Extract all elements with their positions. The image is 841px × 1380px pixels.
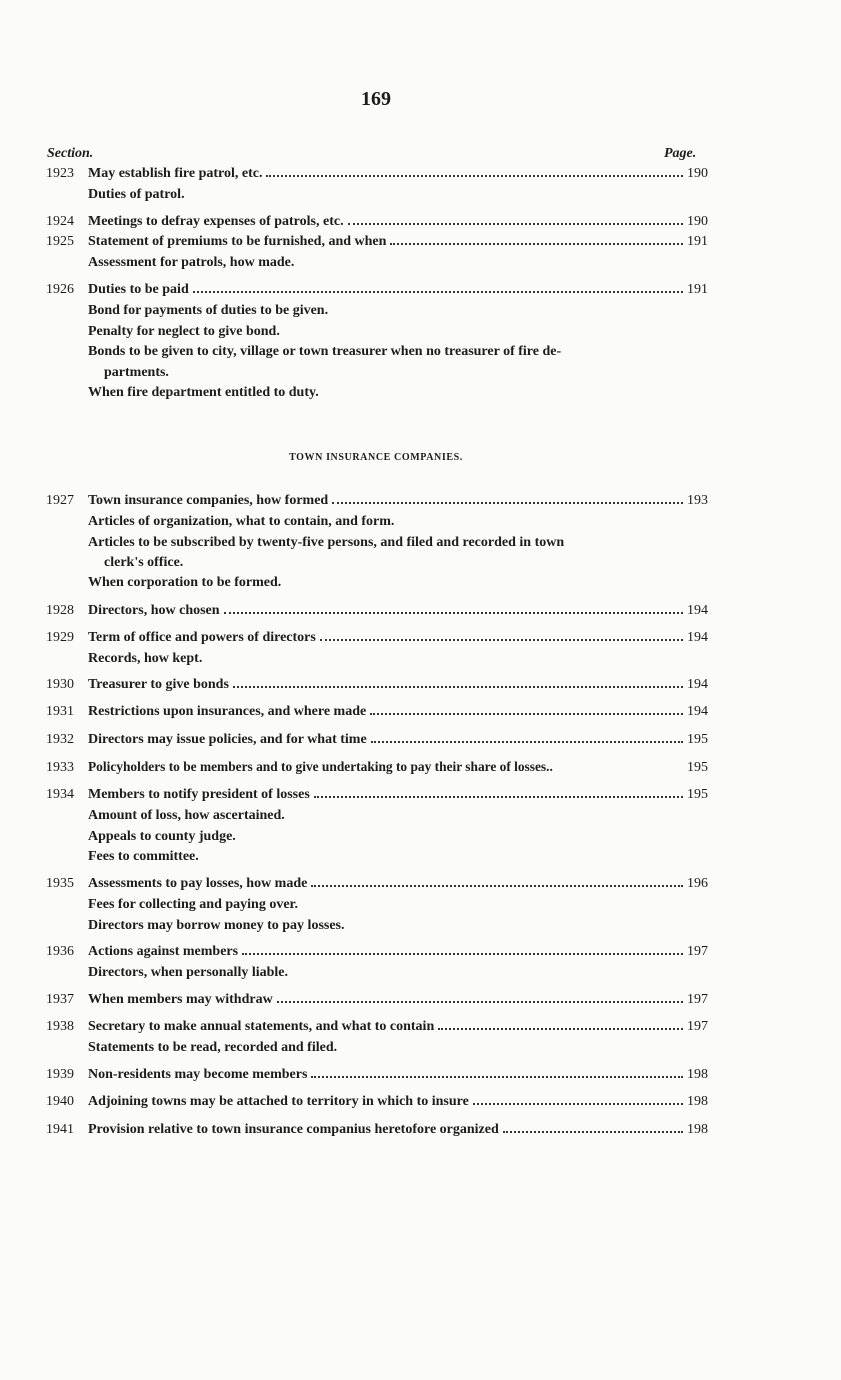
dot-leader [320,639,683,641]
page-ref: 191 [687,282,708,297]
dot-leader [224,612,683,614]
entry-subtopic: Directors may borrow money to pay losses. [88,917,345,933]
page-ref: 198 [687,1094,708,1109]
section-number: 1938 [46,1019,74,1034]
index-entry [46,493,708,594]
section-number: 1939 [46,1067,74,1082]
index-entry [46,603,708,622]
page-ref: 198 [687,1067,708,1082]
index-entry [46,787,708,868]
entry-title: Members to notify president of losses [88,787,310,802]
index-entry [46,282,708,403]
dot-leader [371,741,683,743]
entry-title: Statement of premiums to be furnished, and when [88,234,387,249]
index-entry [46,876,708,936]
index-entry [46,1019,708,1059]
section-number: 1932 [46,732,74,747]
section-number: 1925 [46,234,74,249]
section-heading: TOWN INSURANCE COMPANIES. [289,452,463,463]
section-number: 1941 [46,1122,74,1137]
section-number: 1940 [46,1094,74,1109]
entry-subtopic: Articles of organization, what to contain, and form. [88,514,395,529]
section-number: 1924 [46,214,74,229]
page-ref: 195 [687,760,708,775]
entry-title: Term of office and powers of directors [88,630,316,645]
index-entry [46,630,708,670]
section-number: 1926 [46,282,74,297]
dot-leader [193,291,683,293]
entry-title: Actions against members [88,944,239,959]
section-column-header: Section. [47,146,94,161]
entry-subtopic: Appeals to county judge. [88,828,236,844]
dot-leader [332,502,683,504]
entry-title: Assessments to pay losses, how made [88,876,308,891]
dot-leader [503,1131,683,1133]
entry-subtopic: Records, how kept. [88,651,203,666]
dot-leader [311,1076,683,1078]
section-number: 1927 [46,493,74,508]
dot-leader [473,1103,683,1105]
entry-title: Secretary to make annual statements, and what to contain [88,1019,435,1034]
dot-leader [390,243,683,245]
entry-subtopic: Bonds to be given to city, village or town treasurer when no treasurer of fire de- [88,344,562,359]
index-entry [46,1094,708,1113]
index-entry [46,234,708,274]
page-ref: 194 [687,704,708,719]
dot-leader [348,223,683,225]
entry-subtopic: Statements to be read, recorded and filed. [88,1040,338,1055]
entry-subtopic: Articles to be subscribed by twenty-five persons, and filed and recorded in town [88,534,565,550]
page-number: 169 [361,88,391,110]
index-entry [46,992,708,1011]
entry-title: Policyholders to be members and to give undertaking to pay their share of losses.. [88,759,553,774]
section-number: 1937 [46,992,74,1007]
entry-subtopic: When corporation to be formed. [88,575,282,590]
entry-subtopic: Penalty for neglect to give bond. [88,323,280,339]
section-number: 1929 [46,630,74,645]
index-entry [46,1067,708,1086]
page-ref: 197 [687,1019,708,1034]
index-entry [46,1122,708,1141]
page-column-header: Page. [664,146,697,161]
entry-title: Non-residents may become members [88,1067,308,1082]
section-number: 1923 [46,166,74,181]
entry-subtopic: When fire department entitled to duty. [88,384,319,400]
index-entry [46,677,708,696]
entry-subtopic: Fees to committee. [88,849,199,864]
entry-title: May establish fire patrol, etc. [88,166,263,181]
dot-leader [242,953,683,955]
entry-title: Restrictions upon insurances, and where made [88,704,367,719]
index-entry [46,704,708,723]
dot-leader [314,796,683,798]
index-entry [46,214,708,233]
page-ref: 194 [687,603,708,618]
entry-title: Directors may issue policies, and for what time [88,732,367,747]
section-number: 1928 [46,603,74,618]
dot-leader [311,885,683,887]
dot-leader [438,1028,683,1030]
entry-title: Town insurance companies, how formed [88,493,329,508]
entry-subtopic-continuation: partments. [104,364,169,380]
page-ref: 195 [687,732,708,747]
section-number: 1936 [46,944,74,959]
page-ref: 195 [687,787,708,802]
index-entry [46,759,708,778]
entry-subtopic: Assessment for patrols, how made. [88,255,295,270]
entry-title: Provision relative to town insurance companius heretofore organized [88,1122,499,1137]
page-ref: 197 [687,944,708,959]
index-entry [46,732,708,751]
page-ref: 190 [687,214,708,229]
index-entry [46,166,708,206]
index-entry [46,944,708,984]
section-number: 1931 [46,704,74,719]
entry-subtopic: Fees for collecting and paying over. [88,897,298,912]
entry-title: Adjoining towns may be attached to territory in which to insure [88,1094,469,1109]
section-number: 1933 [46,760,74,775]
section-number: 1934 [46,787,74,802]
page-ref: 190 [687,166,708,181]
page-ref: 191 [687,234,708,249]
dot-leader [266,175,683,177]
entry-title: Treasurer to give bonds [88,677,229,692]
dot-leader [370,713,683,715]
entry-subtopic-continuation: clerk's office. [104,555,184,570]
entry-title: Meetings to defray expenses of patrols, etc. [88,214,344,229]
dot-leader [277,1001,683,1003]
entry-subtopic: Duties of patrol. [88,187,185,202]
entry-subtopic: Bond for payments of duties to be given. [88,303,329,318]
entry-title: Directors, how chosen [88,603,220,618]
dot-leader [233,686,683,688]
entry-subtopic: Directors, when personally liable. [88,965,289,980]
page-ref: 193 [687,493,708,508]
entry-title: Duties to be paid [88,282,189,297]
page-ref: 197 [687,992,708,1007]
page-ref: 194 [687,677,708,692]
page-ref: 198 [687,1122,708,1137]
entry-title: When members may withdraw [88,992,273,1007]
section-number: 1930 [46,677,74,692]
section-number: 1935 [46,876,74,891]
entry-subtopic: Amount of loss, how ascertained. [88,808,285,823]
page-ref: 196 [687,876,708,891]
page-ref: 194 [687,630,708,645]
